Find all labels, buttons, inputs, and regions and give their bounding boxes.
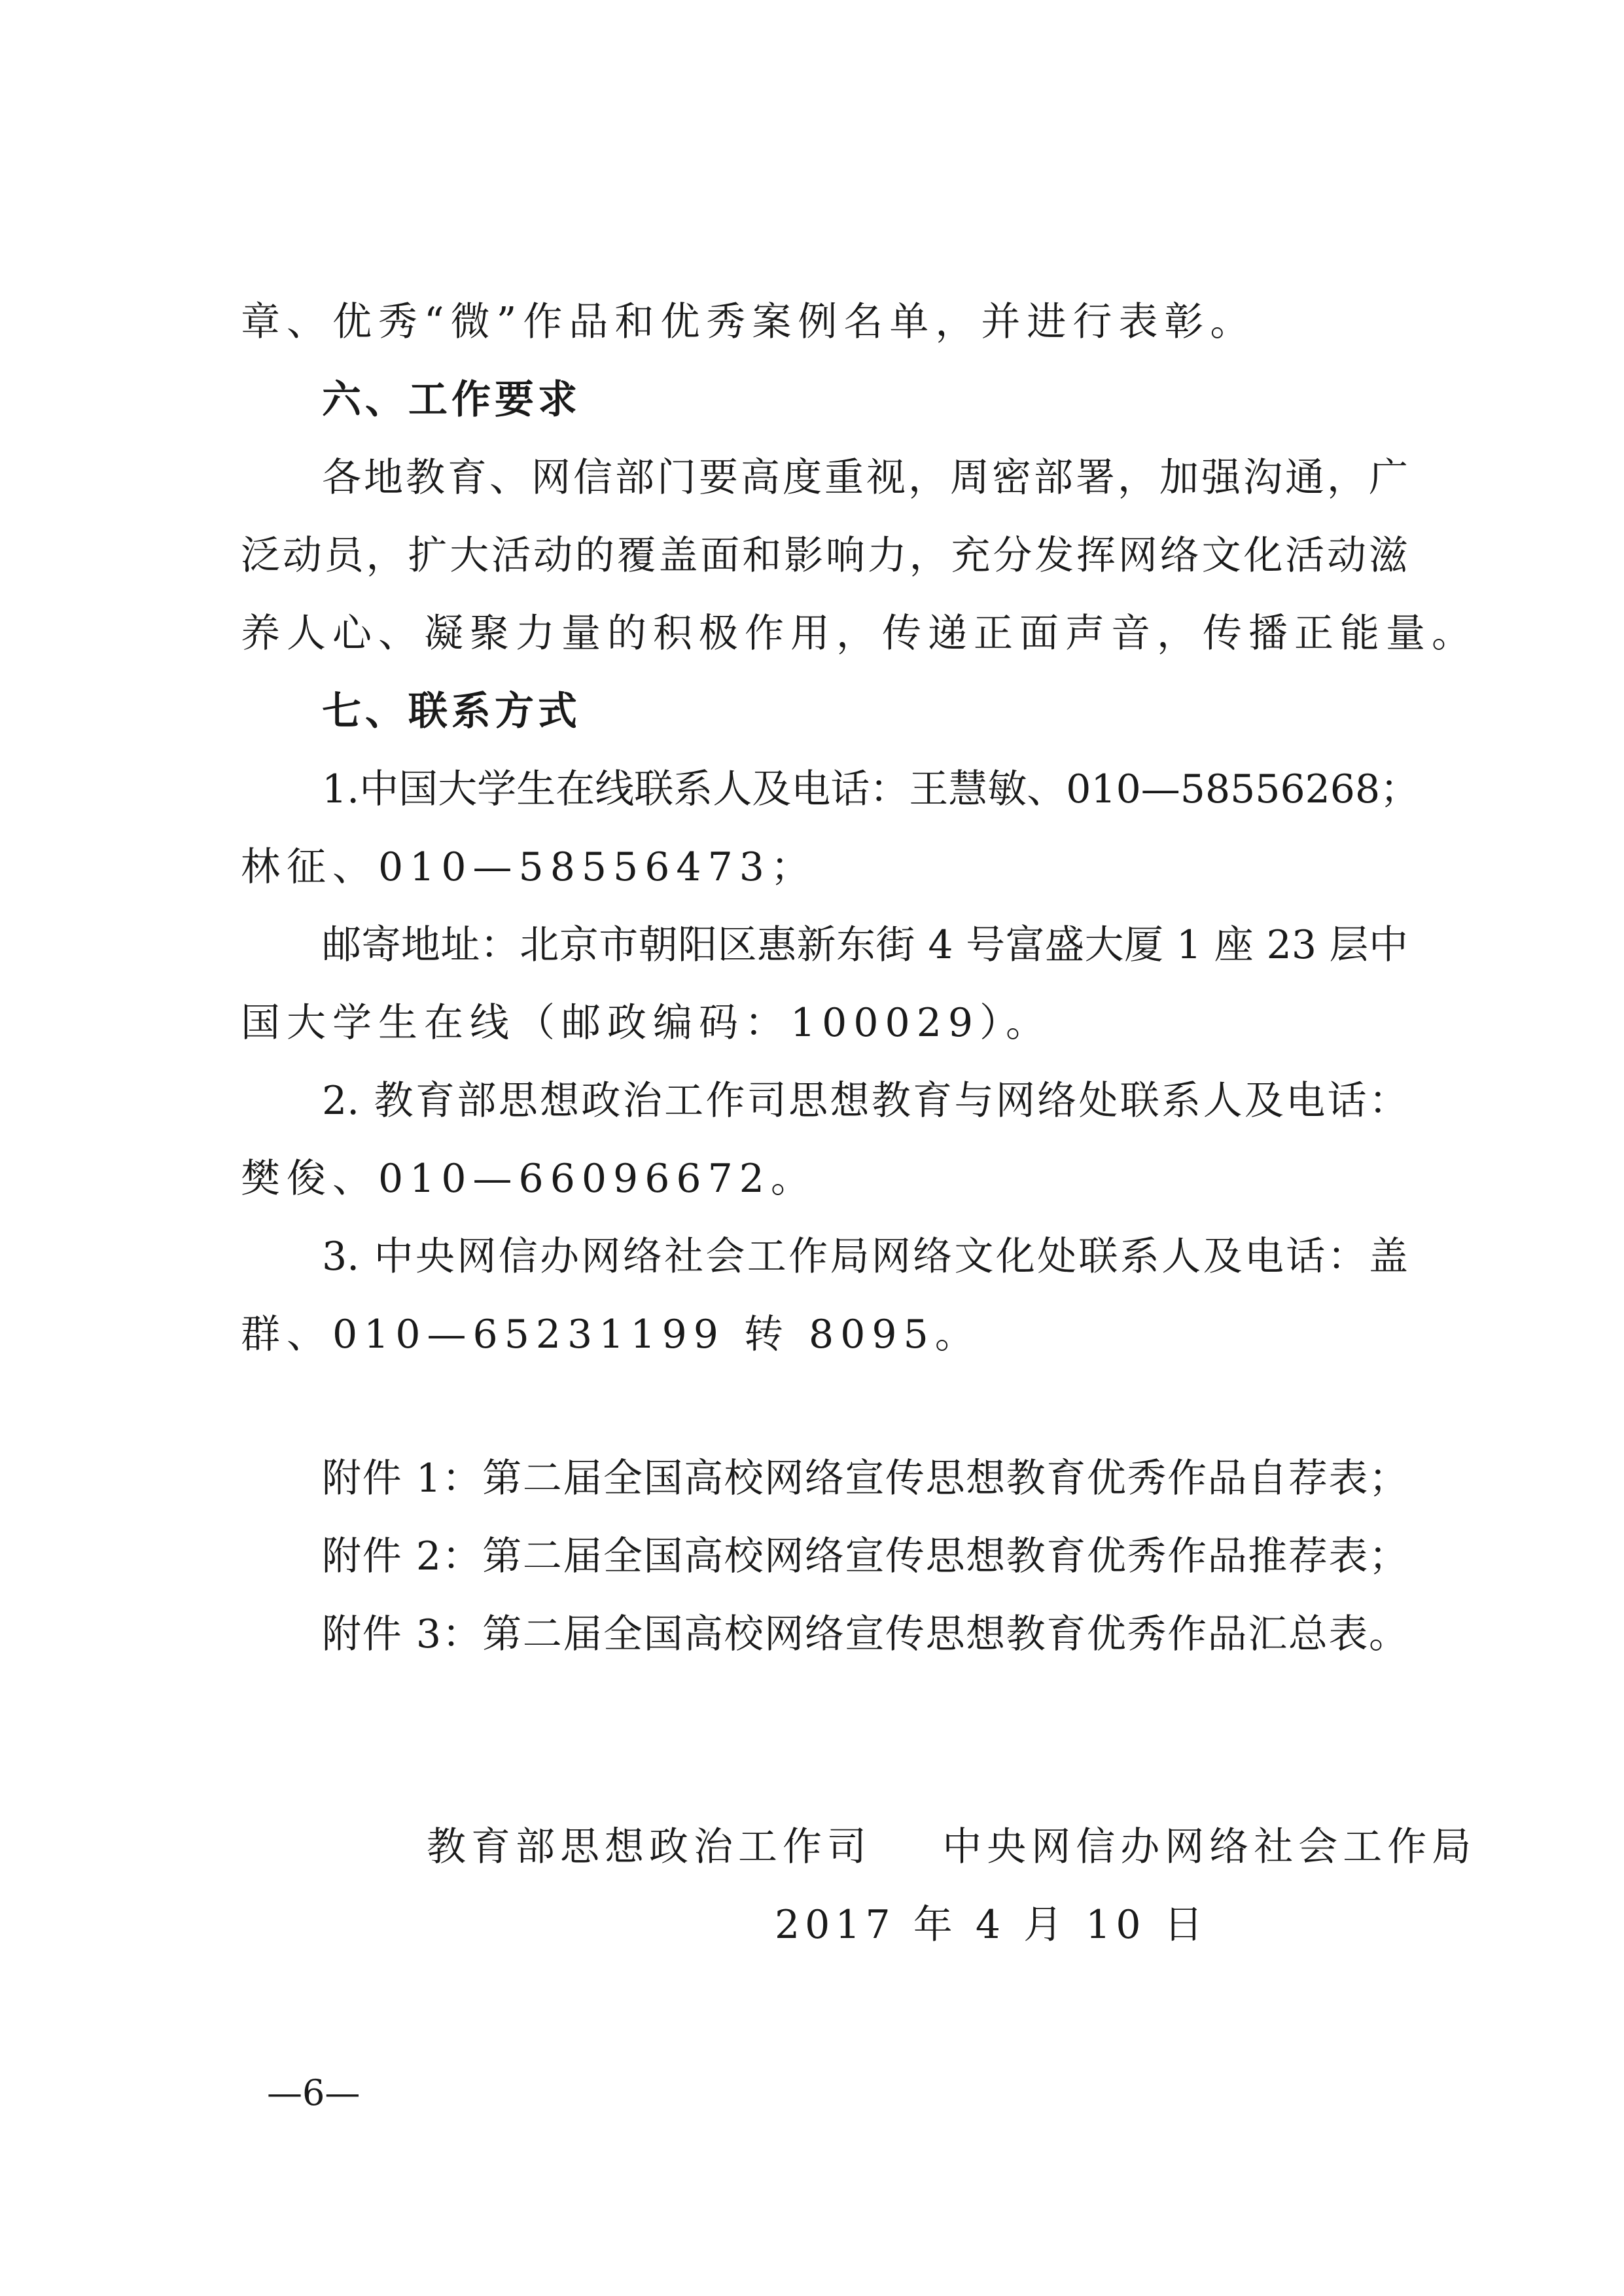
contact-line: 2. 教育部思想政治工作司思想教育与网络处联系人及电话：	[322, 1078, 1408, 1124]
contact-line: 1.中国大学生在线联系人及电话：王慧敏、010—58556268；	[322, 766, 1420, 812]
paragraph-line: 养人心、凝聚力量的积极作用，传递正面声音，传播正能量。	[241, 611, 1477, 656]
address-line: 国大学生在线（邮政编码：100029）。	[241, 1000, 1052, 1046]
page-number: —6—	[267, 2072, 361, 2113]
paragraph-line: 泛动员，扩大活动的覆盖面和影响力，充分发挥网络文化活动滋	[241, 533, 1408, 579]
issue-date: 2017 年 4 月 10 日	[775, 1902, 1209, 1948]
section-heading-requirements: 六、工作要求	[322, 377, 581, 423]
address-line: 邮寄地址：北京市朝阳区惠新东街 4 号富盛大厦 1 座 23 层中	[322, 922, 1408, 968]
contact-line: 群、010—65231199 转 8095。	[241, 1312, 981, 1357]
attachment-line: 附件 1：第二届全国高校网络宣传思想教育优秀作品自荐表；	[322, 1456, 1408, 1501]
section-heading-contact: 七、联系方式	[322, 689, 581, 734]
paragraph-line: 各地教育、网信部门要高度重视，周密部署，加强沟通，广	[322, 455, 1408, 501]
attachment-line: 附件 3：第二届全国高校网络宣传思想教育优秀作品汇总表。	[322, 1611, 1408, 1657]
contact-line: 林征、010—58556473；	[241, 844, 817, 890]
issuing-organizations: 教育部思想政治工作司 中央网信办网络社会工作局	[427, 1824, 1477, 1870]
contact-line: 3. 中央网信办网络社会工作局网络文化处联系人及电话：盖	[322, 1234, 1408, 1280]
paragraph-line: 章、优秀“微”作品和优秀案例名单，并进行表彰。	[241, 299, 1256, 345]
attachment-line: 附件 2：第二届全国高校网络宣传思想教育优秀作品推荐表；	[322, 1534, 1408, 1579]
contact-line: 樊俊、010—66096672。	[241, 1156, 817, 1202]
